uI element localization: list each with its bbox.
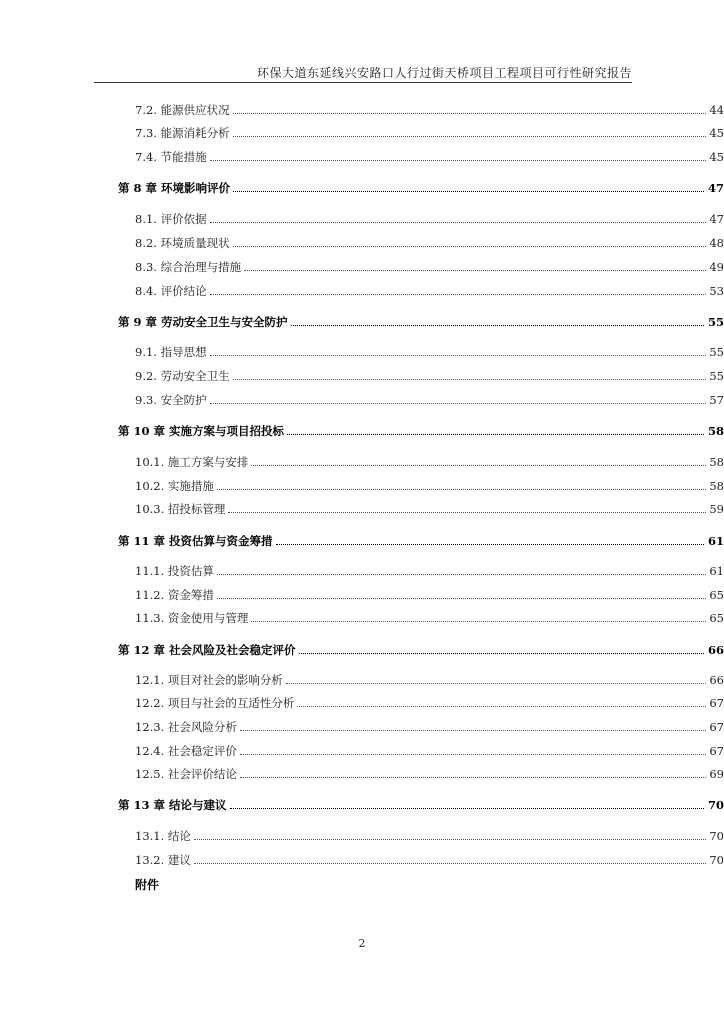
- toc-entry-title: 第 11 章 投资估算与资金筹措: [118, 534, 273, 548]
- toc-dot-leader: [291, 324, 704, 326]
- toc-entry-page: 49: [709, 260, 724, 274]
- toc-entry-title: 8.2. 环境质量现状: [135, 236, 230, 250]
- toc-section-entry[interactable]: [0, 827, 724, 845]
- toc-entry-title: 10.3. 招投标管理: [135, 502, 226, 516]
- toc-chapter-entry[interactable]: [0, 796, 724, 814]
- toc-entry-page: 47: [709, 212, 724, 226]
- toc-dot-leader: [287, 433, 704, 435]
- document-header-title: 环保大道东延线兴安路口人行过街天桥项目工程项目可行性研究报告: [256, 66, 632, 80]
- toc-entry-title: 9.2. 劳动安全卫生: [135, 369, 230, 383]
- toc-dot-leader: [210, 159, 706, 161]
- toc-entry-title: 7.2. 能源供应状况: [135, 103, 230, 117]
- toc-appendix-label: 附件: [135, 878, 160, 892]
- toc-entry-title: 12.5. 社会评价结论: [135, 767, 237, 781]
- toc-entry-page: 70: [707, 798, 724, 812]
- toc-dot-leader: [217, 488, 706, 490]
- toc-entry-title: 7.3. 能源消耗分析: [135, 126, 230, 140]
- toc-section-entry[interactable]: [0, 124, 724, 142]
- toc-section-entry[interactable]: [0, 671, 724, 689]
- toc-entry-page: 69: [709, 767, 724, 781]
- toc-entry-page: 48: [709, 236, 724, 250]
- toc-dot-leader: [233, 245, 706, 247]
- toc-entry-title: 8.3. 综合治理与措施: [135, 260, 242, 274]
- toc-dot-leader: [240, 729, 706, 731]
- toc-section-entry[interactable]: [0, 343, 724, 361]
- toc-entry-page: 55: [709, 369, 724, 383]
- toc-dot-leader: [299, 652, 704, 654]
- toc-entry-page: 55: [707, 315, 724, 329]
- toc-chapter-entry[interactable]: [0, 532, 724, 550]
- toc-entry-page: 55: [709, 345, 724, 359]
- toc-section-entry[interactable]: [0, 500, 724, 518]
- toc-entry-title: 第 9 章 劳动安全卫生与安全防护: [118, 315, 288, 329]
- toc-entry-title: 10.2. 实施措施: [135, 479, 214, 493]
- toc-entry-page: 47: [707, 181, 724, 195]
- toc-section-entry[interactable]: [0, 367, 724, 385]
- toc-dot-leader: [194, 838, 706, 840]
- toc-dot-leader: [228, 511, 706, 513]
- toc-entry-page: 45: [709, 150, 724, 164]
- toc-dot-leader: [233, 378, 706, 380]
- toc-dot-leader: [210, 293, 706, 295]
- toc-entry-page: 53: [709, 284, 724, 298]
- toc-entry-page: 66: [709, 673, 724, 687]
- toc-dot-leader: [244, 269, 706, 271]
- toc-entry-title: 第 8 章 环境影响评价: [118, 181, 231, 195]
- toc-entry-page: 58: [709, 479, 724, 493]
- toc-section-entry[interactable]: [0, 101, 724, 119]
- toc-entry-page: 59: [709, 502, 724, 516]
- toc-dot-leader: [217, 597, 706, 599]
- toc-section-entry[interactable]: [0, 609, 724, 627]
- toc-dot-leader: [251, 620, 706, 622]
- toc-dot-leader: [286, 682, 706, 684]
- toc-dot-leader: [210, 221, 706, 223]
- toc-entry-page: 70: [709, 853, 724, 867]
- toc-dot-leader: [230, 807, 704, 809]
- toc-entry-page: 66: [707, 643, 724, 657]
- toc-entry-page: 65: [709, 611, 724, 625]
- toc-entry-page: 57: [709, 393, 724, 407]
- toc-dot-leader: [210, 402, 706, 404]
- toc-entry-page: 44: [709, 103, 724, 117]
- toc-entry-title: 9.1. 指导思想: [135, 345, 207, 359]
- toc-entry-page: 67: [709, 744, 724, 758]
- toc-entry-title: 13.2. 建议: [135, 853, 191, 867]
- toc-entry-title: 12.3. 社会风险分析: [135, 720, 237, 734]
- toc-dot-leader: [233, 135, 706, 137]
- toc-dot-leader: [240, 753, 706, 755]
- toc-entry-page: 61: [707, 534, 724, 548]
- toc-entry-page: 58: [709, 455, 724, 469]
- toc-chapter-entry[interactable]: [0, 179, 724, 197]
- toc-dot-leader: [210, 354, 706, 356]
- toc-entry-title: 12.1. 项目对社会的影响分析: [135, 673, 283, 687]
- toc-entry-title: 8.4. 评价结论: [135, 284, 207, 298]
- toc-dot-leader: [233, 112, 706, 114]
- toc-entry-title: 9.3. 安全防护: [135, 393, 207, 407]
- toc-dot-leader: [240, 776, 706, 778]
- toc-dot-leader: [194, 862, 706, 864]
- toc-section-entry[interactable]: [0, 148, 724, 166]
- toc-section-entry[interactable]: [0, 453, 724, 471]
- toc-entry-title: 7.4. 节能措施: [135, 150, 207, 164]
- toc-section-entry[interactable]: [0, 258, 724, 276]
- toc-entry-title: 8.1. 评价依据: [135, 212, 207, 226]
- toc-entry-page: 67: [709, 696, 724, 710]
- toc-section-entry[interactable]: [0, 391, 724, 409]
- toc-entry-page: 67: [709, 720, 724, 734]
- toc-dot-leader: [233, 190, 704, 192]
- toc-section-entry[interactable]: [0, 234, 724, 252]
- toc-section-entry[interactable]: [0, 210, 724, 228]
- toc-dot-leader: [217, 573, 706, 575]
- toc-entry-title: 12.2. 项目与社会的互适性分析: [135, 696, 295, 710]
- page-number: 2: [358, 937, 366, 950]
- toc-entry-page: 58: [707, 424, 724, 438]
- toc-chapter-entry[interactable]: [0, 422, 724, 440]
- toc-section-entry[interactable]: [0, 765, 724, 783]
- toc-dot-leader: [276, 543, 704, 545]
- toc-entry-page: 70: [709, 829, 724, 843]
- toc-section-entry[interactable]: [0, 562, 724, 580]
- toc-section-entry[interactable]: [0, 694, 724, 712]
- toc-entry-title: 11.2. 资金筹措: [135, 588, 214, 602]
- toc-chapter-entry[interactable]: [0, 641, 724, 659]
- toc-chapter-entry[interactable]: [0, 313, 724, 331]
- toc-section-entry[interactable]: [0, 586, 724, 604]
- toc-section-entry[interactable]: [0, 742, 724, 760]
- toc-section-entry[interactable]: [0, 718, 724, 736]
- toc-section-entry[interactable]: [0, 282, 724, 300]
- toc-entry-title: 第 13 章 结论与建议: [118, 798, 227, 812]
- toc-entry-title: 12.4. 社会稳定评价: [135, 744, 237, 758]
- toc-entry-title: 11.1. 投资估算: [135, 564, 214, 578]
- toc-entry-title: 11.3. 资金使用与管理: [135, 611, 249, 625]
- toc-entry-page: 45: [709, 126, 724, 140]
- toc-entry-title: 第 12 章 社会风险及社会稳定评价: [118, 643, 296, 657]
- toc-entry-page: 65: [709, 588, 724, 602]
- toc-section-entry[interactable]: [0, 477, 724, 495]
- toc-entry-title: 10.1. 施工方案与安排: [135, 455, 249, 469]
- toc-entry-page: 61: [709, 564, 724, 578]
- toc-entry-title: 13.1. 结论: [135, 829, 191, 843]
- toc-entry-title: 第 10 章 实施方案与项目招投标: [118, 424, 285, 438]
- toc-dot-leader: [297, 705, 706, 707]
- toc-dot-leader: [251, 464, 706, 466]
- toc-section-entry[interactable]: [0, 851, 724, 869]
